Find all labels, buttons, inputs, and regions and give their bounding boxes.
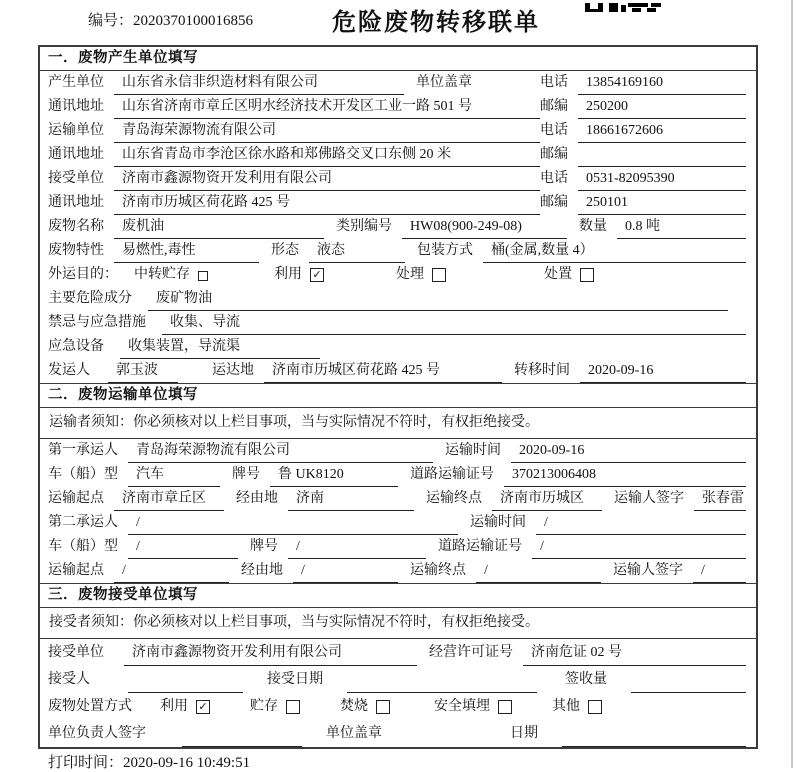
field-value: 13854169160: [578, 72, 746, 95]
field-value: 370213006408: [504, 464, 746, 487]
field-label: 电话: [540, 171, 568, 186]
field-label: 邮编: [540, 147, 568, 162]
field-label: 外运目的：: [48, 267, 118, 282]
field-value: 2020-09-16: [511, 440, 746, 463]
field-label: 废物处置方式: [48, 699, 132, 714]
doc-number-value: 2020370100016856: [133, 13, 254, 29]
notice-text: 接受者须知：你必须核对以上栏目事项，当与实际情况不符时，有权拒绝接受。: [40, 608, 756, 639]
field-value: 废机油: [114, 216, 324, 239]
field-value: 桶(金属,数量 4）: [483, 240, 746, 263]
form-row: [40, 639, 756, 666]
field-label: 运输人签字: [614, 491, 684, 506]
field-label: 经由地: [236, 491, 278, 506]
form-row: [40, 263, 756, 287]
field-value: 济南市鑫源物资开发利用有限公司: [114, 168, 540, 191]
field-value: /: [128, 536, 238, 559]
form-row: [40, 311, 756, 335]
checkbox-unchecked-icon: [286, 700, 300, 714]
form-row: [40, 239, 756, 263]
field-label: 接受日期: [267, 672, 323, 687]
field-value: 济南市鑫源物资开发利用有限公司: [124, 641, 417, 666]
field-label: 运输终点: [426, 491, 482, 506]
form-row: [40, 287, 756, 311]
field-value: 250101: [578, 192, 746, 215]
section-waste-producer: [40, 47, 756, 383]
field-label: 道路运输证号: [438, 539, 522, 554]
row-right-group: [540, 167, 746, 191]
checkbox-label: 焚烧: [340, 698, 368, 714]
field-value: 收集装置，导流渠: [120, 336, 320, 359]
form-row: [40, 143, 756, 167]
checkbox-label: 处置: [544, 267, 572, 282]
checkbox-label: 中转贮存: [134, 267, 190, 282]
field-label: 运输时间: [445, 443, 501, 458]
checkbox-item: [274, 263, 324, 287]
section-waste-transporter: [40, 383, 756, 583]
checkbox-label: 利用: [160, 698, 188, 714]
checkbox-item: [134, 263, 208, 287]
checkbox-unchecked-icon: [498, 700, 512, 714]
form-row: [40, 463, 756, 487]
field-value: /: [536, 512, 746, 535]
field-label: 数量: [579, 219, 607, 234]
field-value: 济南市历城区荷花路 425 号: [264, 360, 502, 383]
row-right-group: [540, 71, 746, 95]
field-label: 接受单位: [48, 645, 104, 660]
field-value: [347, 668, 537, 693]
checkbox-label: 贮存: [250, 698, 278, 714]
form-row: [40, 71, 756, 95]
field-value: 0.8 吨: [617, 216, 746, 239]
page-edge-line: [791, 0, 793, 768]
field-label: 经由地: [241, 563, 283, 578]
doc-number: [88, 9, 253, 30]
checkbox-item: [396, 263, 446, 287]
field-value: /: [476, 560, 601, 583]
form-row: [40, 119, 756, 143]
manifest-form: [38, 45, 758, 749]
section-waste-receiver: [40, 583, 756, 747]
field-value: 汽车: [128, 464, 220, 487]
field-value: 液态: [309, 240, 405, 263]
checkbox-unchecked-icon: [432, 268, 446, 282]
field-label: 单位盖章: [416, 75, 472, 90]
form-row: [40, 535, 756, 559]
document-header: [0, 0, 796, 45]
page-title: 危险废物转移联单: [332, 10, 540, 36]
field-label: 通讯地址: [48, 99, 104, 114]
field-value: 山东省永信非织造材料有限公司: [114, 72, 404, 95]
field-value: /: [288, 536, 426, 559]
field-label: 邮编: [540, 99, 568, 114]
field-value: 郭玉波: [108, 360, 178, 383]
field-label: 电话: [540, 75, 568, 90]
form-row: [40, 487, 756, 511]
field-label: 发运人: [48, 363, 90, 378]
field-value: /: [532, 536, 746, 559]
checkbox-checked-icon: ✓: [310, 268, 324, 282]
field-value: [128, 668, 243, 693]
field-label: 应急设备: [48, 339, 104, 354]
field-label: 主要危险成分: [48, 291, 132, 306]
field-label: 邮编: [540, 195, 568, 210]
form-row: [40, 359, 756, 383]
field-label: 通讯地址: [48, 147, 104, 162]
field-label: 接受人: [48, 672, 90, 687]
doc-number-label: 编号：: [88, 13, 134, 29]
form-row: [40, 95, 756, 119]
field-value: 张春雷: [694, 488, 746, 511]
field-value: /: [128, 512, 458, 535]
row-left-group: [48, 167, 540, 191]
form-row: [40, 693, 756, 720]
field-label: 运输时间: [470, 515, 526, 530]
field-value: 济南: [288, 488, 414, 511]
field-value: 废矿物油: [148, 288, 728, 311]
notice-text: 运输者须知：你必须核对以上栏目事项，当与实际情况不符时，有权拒绝接受。: [40, 408, 756, 439]
field-label: 运输人签字: [613, 563, 683, 578]
checkbox-unchecked-icon: [580, 268, 594, 282]
field-label: 形态: [271, 243, 299, 258]
field-value: [182, 722, 302, 747]
row-left-group: [48, 71, 540, 95]
field-value: [578, 144, 746, 167]
checkbox-checked-icon: ✓: [196, 700, 210, 714]
form-row: [40, 666, 756, 693]
form-row: [40, 559, 756, 583]
form-row: [40, 191, 756, 215]
field-value: 易燃性,毒性: [114, 240, 259, 263]
field-label: 牌号: [232, 467, 260, 482]
field-label: 运输单位: [48, 123, 104, 138]
field-label: 运输起点: [48, 491, 104, 506]
checkbox-item: [250, 693, 300, 720]
field-value: 青岛海荣源物流有限公司: [114, 120, 540, 143]
field-label: 产生单位: [48, 75, 104, 90]
field-value: [631, 668, 746, 693]
section-header: 二．废物运输单位填写: [40, 384, 756, 408]
checkbox-unchecked-icon: [588, 700, 602, 714]
field-label: 运输终点: [410, 563, 466, 578]
form-row: [40, 335, 756, 359]
row-right-group: [540, 191, 746, 215]
field-label: 转移时间: [514, 363, 570, 378]
field-label: 第一承运人: [48, 443, 118, 458]
field-value: 山东省济南市章丘区明水经济技术开发区工业一路 501 号: [114, 96, 540, 119]
checkbox-item: [544, 263, 594, 287]
field-value: [562, 722, 746, 747]
field-label: 废物特性: [48, 243, 104, 258]
field-label: 道路运输证号: [410, 467, 494, 482]
field-value: HW08(900-249-08): [402, 216, 567, 239]
field-value: 济南市历城区: [492, 488, 602, 511]
field-label: 电话: [540, 123, 568, 138]
field-value: 收集、导流: [162, 312, 746, 335]
field-value: 0531-82095390: [578, 168, 746, 191]
field-label: 车（船）型: [48, 539, 118, 554]
checkbox-unchecked-icon: [198, 271, 208, 281]
field-value: 250200: [578, 96, 746, 119]
form-row: [40, 720, 756, 747]
print-time-label: 打印时间：: [48, 755, 124, 771]
field-value: 18661672606: [578, 120, 746, 143]
field-label: 运达地: [212, 363, 254, 378]
field-label: 单位盖章: [326, 726, 382, 741]
checkbox-item: [552, 693, 602, 720]
field-value: /: [693, 560, 746, 583]
checkbox-unchecked-icon: [376, 700, 390, 714]
row-left-group: [48, 95, 540, 119]
checkbox-item: [160, 693, 210, 720]
row-left-group: [48, 191, 540, 215]
field-value: 济南市历城区荷花路 425 号: [114, 192, 540, 215]
field-label: 接受单位: [48, 171, 104, 186]
field-value: 济南市章丘区: [114, 488, 224, 511]
field-value: 山东省青岛市李沧区徐水路和郑佛路交叉口东侧 20 米: [114, 144, 540, 167]
checkbox-label: 其他: [552, 698, 580, 714]
row-left-group: [48, 143, 540, 167]
checkbox-label: 利用: [274, 267, 302, 282]
field-label: 废物名称: [48, 219, 104, 234]
row-right-group: [540, 119, 746, 143]
section-header: 三．废物接受单位填写: [40, 584, 756, 608]
field-label: 禁忌与应急措施: [48, 315, 146, 330]
field-label: 签收量: [565, 672, 607, 687]
row-right-group: [540, 143, 746, 167]
row-right-group: [540, 95, 746, 119]
field-label: 车（船）型: [48, 467, 118, 482]
field-label: 日期: [510, 726, 538, 741]
print-time: [48, 751, 250, 772]
field-value: 鲁 UK8120: [270, 464, 398, 487]
form-row: [40, 167, 756, 191]
form-row: [40, 511, 756, 535]
checkbox-label: 安全填埋: [434, 698, 490, 714]
field-label: 类别编号: [336, 219, 392, 234]
print-time-value: 2020-09-16 10:49:51: [123, 755, 251, 771]
field-label: 通讯地址: [48, 195, 104, 210]
field-label: 包装方式: [417, 243, 473, 258]
field-label: 牌号: [250, 539, 278, 554]
field-label: 经营许可证号: [429, 645, 513, 660]
checkbox-item: [340, 693, 390, 720]
field-value: /: [114, 560, 229, 583]
field-label: 运输起点: [48, 563, 104, 578]
field-value: 青岛海荣源物流有限公司: [128, 440, 433, 463]
field-value: /: [293, 560, 398, 583]
form-row: [40, 215, 756, 239]
row-left-group: [48, 119, 540, 143]
field-value: 济南危证 02 号: [523, 641, 746, 666]
section-header: 一．废物产生单位填写: [40, 47, 756, 71]
field-value: 2020-09-16: [580, 360, 746, 383]
qr-code-fragment: [585, 0, 661, 18]
form-row: [40, 439, 756, 463]
field-label: 单位负责人签字: [48, 726, 146, 741]
checkbox-item: [434, 693, 512, 720]
checkbox-label: 处理: [396, 267, 424, 282]
field-label: 第二承运人: [48, 515, 118, 530]
